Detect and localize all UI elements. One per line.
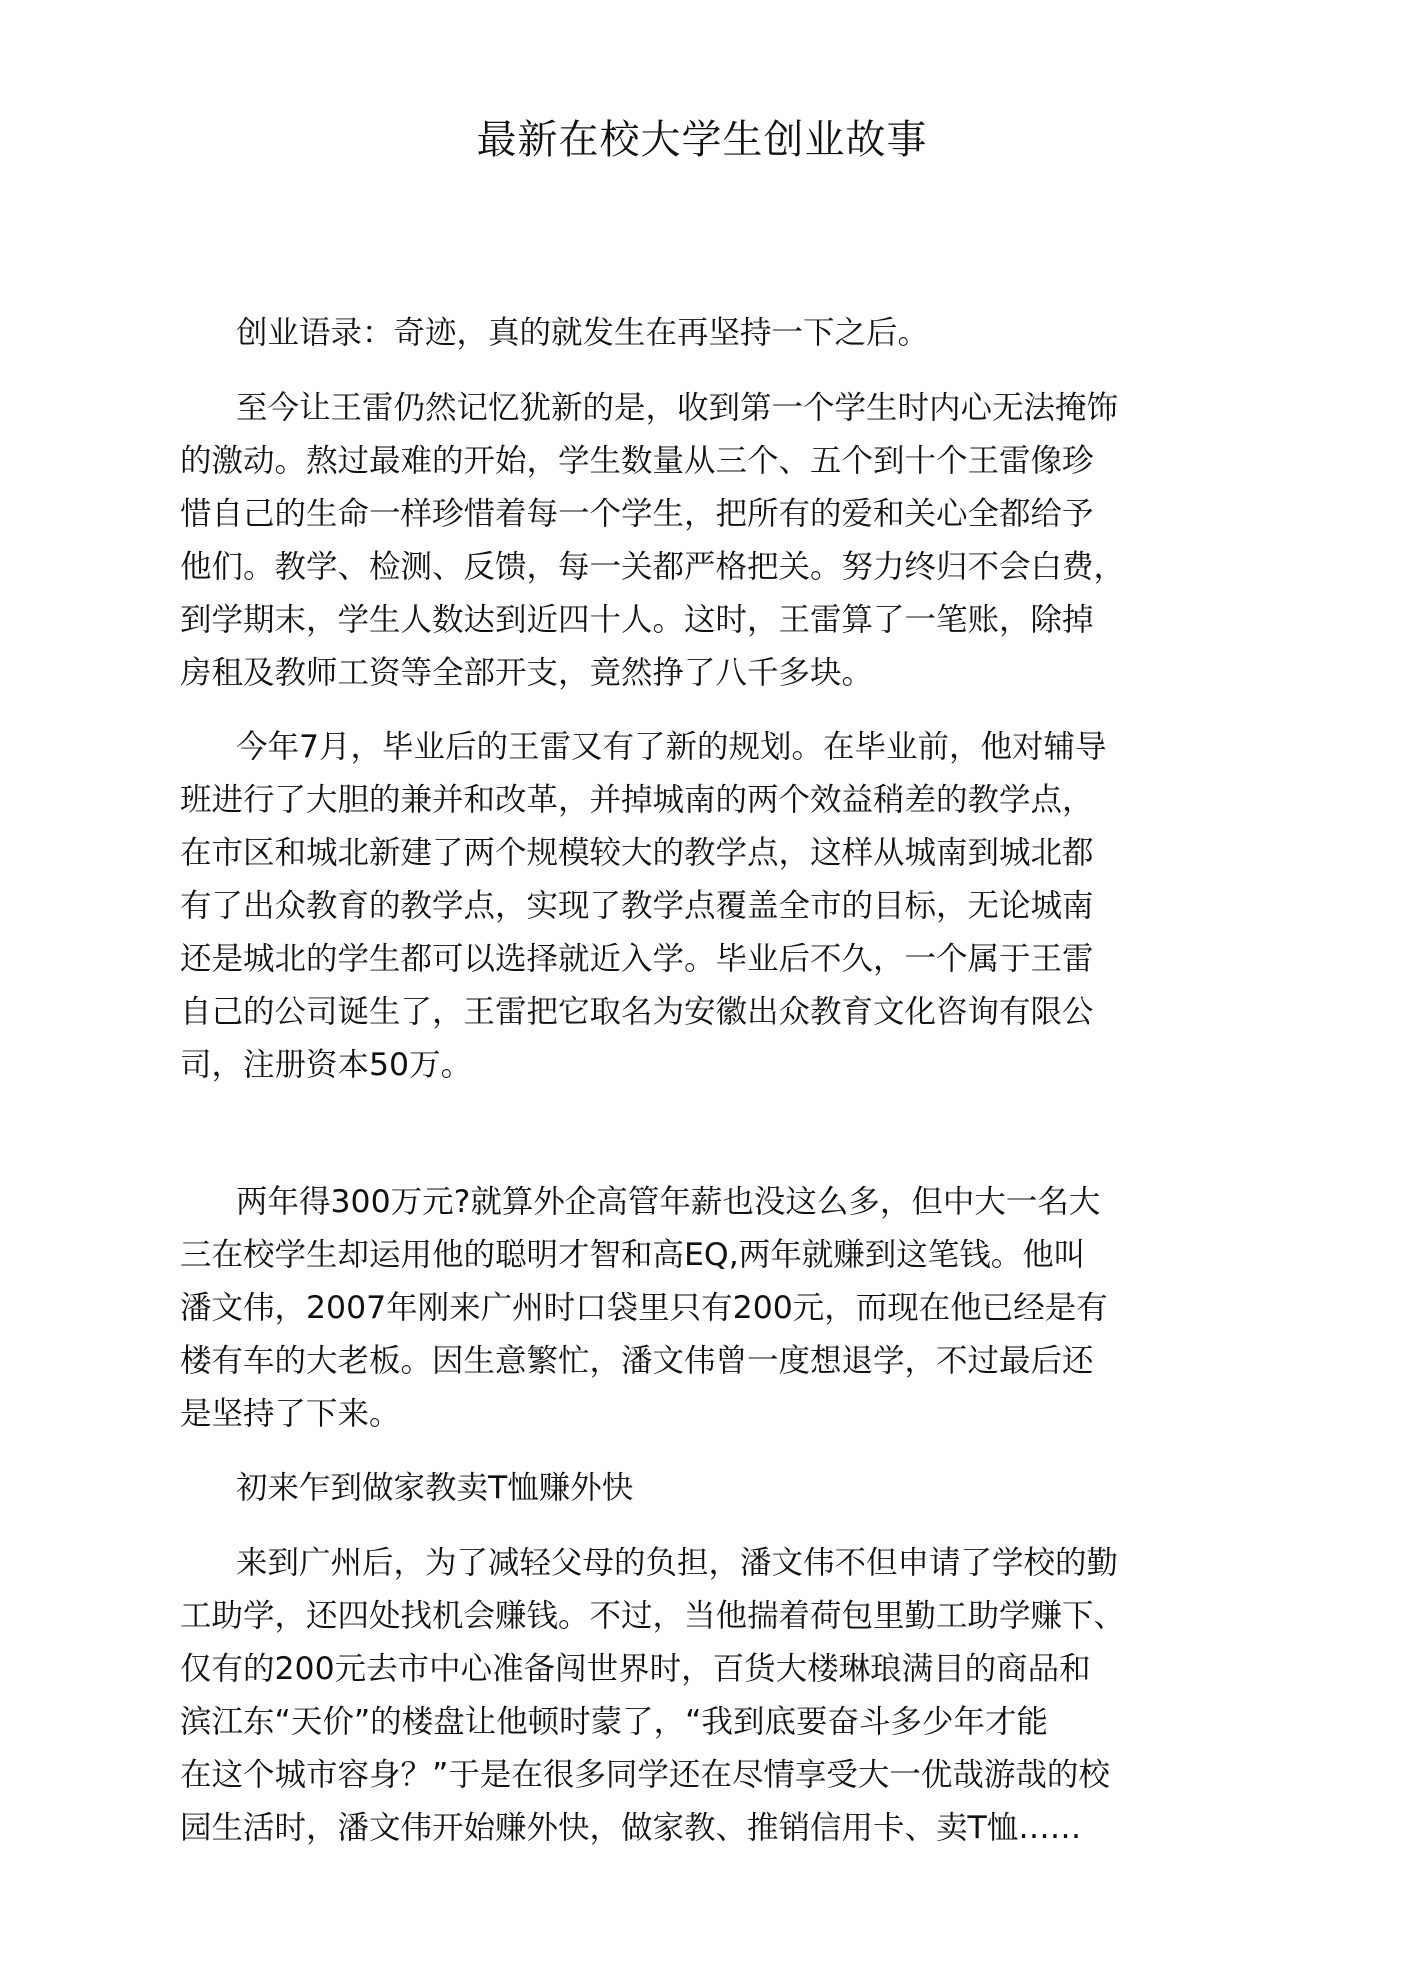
text-line: 两年得300万元?就算外企高管年薪也没这么多，但中大一名大 <box>236 1184 1101 1220</box>
text-line: 滨江东“天价”的楼盘让他顿时蒙了，“我到底要奋斗多少年才能 <box>180 1704 1048 1740</box>
text-line: 仅有的200元去市中心准备闯世界时，百货大楼琳琅满目的商品和 <box>180 1651 1091 1687</box>
text-line: 来到广州后，为了减轻父母的负担，潘文伟不但申请了学校的勤 <box>236 1545 1119 1581</box>
text-line: 在市区和城北新建了两个规模较大的教学点，这样从城南到城北都 <box>180 835 1094 871</box>
section-heading: 初来乍到做家教卖T恤赚外快 <box>236 1470 634 1506</box>
text-line: 工助学，还四处找机会赚钱。不过，当他揣着荷包里勤工助学赚下、 <box>180 1598 1126 1634</box>
text-line: 三在校学生却运用他的聪明才智和高EQ,两年就赚到这笔钱。他叫 <box>180 1237 1086 1273</box>
text-line: 楼有车的大老板。因生意繁忙，潘文伟曾一度想退学，不过最后还 <box>180 1343 1094 1379</box>
text-line: 在这个城市容身？”于是在很多同学还在尽情享受大一优哉游哉的校 <box>180 1757 1110 1793</box>
text-line: 今年7月，毕业后的王雷又有了新的规划。在毕业前，他对辅导 <box>236 729 1107 765</box>
text-line: 的激动。熬过最难的开始，学生数量从三个、五个到十个王雷像珍 <box>180 443 1094 479</box>
text-line: 他们。教学、检测、反馈，每一关都严格把关。努力终归不会白费， <box>180 549 1126 585</box>
text-line: 自己的公司诞生了，王雷把它取名为安徽出众教育文化咨询有限公 <box>180 994 1094 1030</box>
text-line: 司，注册资本50万。 <box>180 1047 473 1083</box>
text-line: 创业语录：奇迹，真的就发生在再坚持一下之后。 <box>236 315 930 351</box>
document-title: 最新在校大学生创业故事 <box>476 117 928 163</box>
text-line: 到学期末，学生人数达到近四十人。这时，王雷算了一笔账，除掉 <box>180 602 1094 638</box>
text-line: 有了出众教育的教学点，实现了教学点覆盖全市的目标，无论城南 <box>180 888 1094 924</box>
text-line: 园生活时，潘文伟开始赚外快，做家教、推销信用卡、卖T恤…… <box>180 1810 1082 1846</box>
text-line: 潘文伟，2007年刚来广州时口袋里只有200元，而现在他已经是有 <box>180 1290 1108 1326</box>
text-line: 至今让王雷仍然记忆犹新的是，收到第一个学生时内心无法掩饰 <box>236 390 1119 426</box>
text-line: 房租及教师工资等全部开支，竟然挣了八千多块。 <box>180 655 874 691</box>
text-line: 班进行了大胆的兼并和改革，并掉城南的两个效益稍差的教学点， <box>180 782 1094 818</box>
text-line: 还是城北的学生都可以选择就近入学。毕业后不久，一个属于王雷 <box>180 941 1094 977</box>
text-line: 是坚持了下来。 <box>180 1396 401 1432</box>
text-line: 惜自己的生命一样珍惜着每一个学生，把所有的爱和关心全都给予 <box>180 496 1094 532</box>
